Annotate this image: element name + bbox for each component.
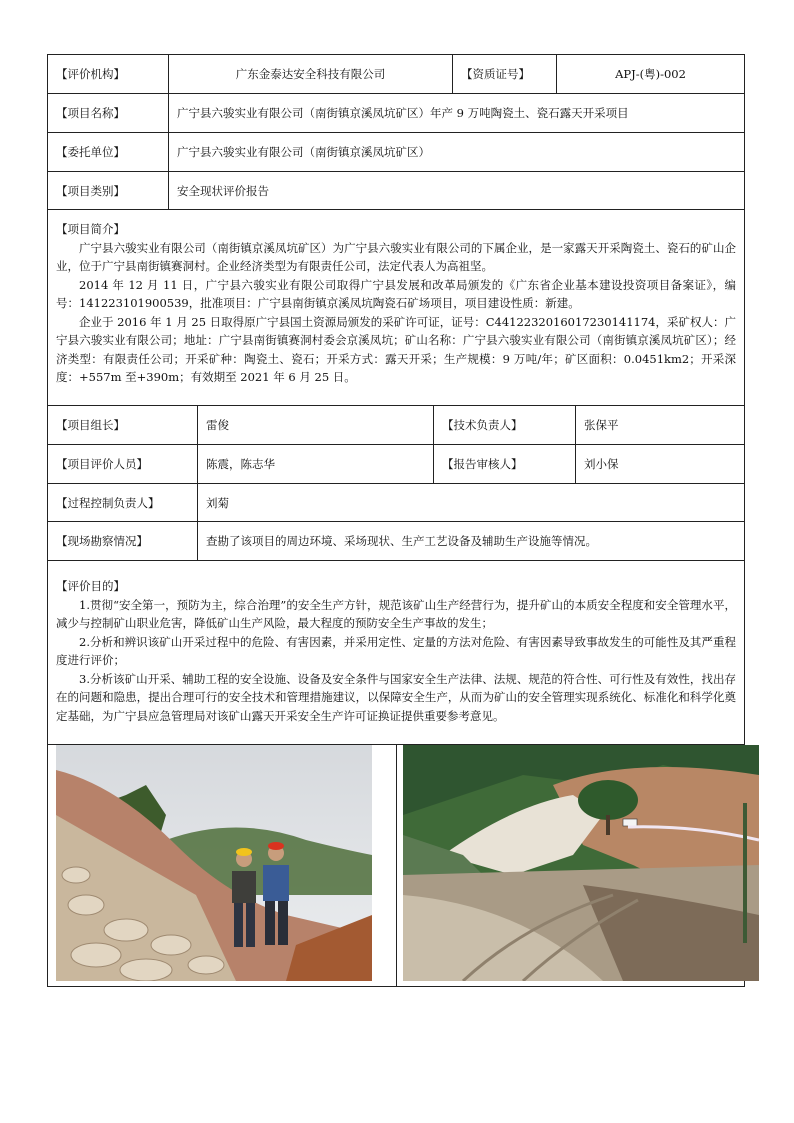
- site-value: 查勘了该项目的周边环境、采场现状、生产工艺设备及辅助生产设施等情况。: [206, 534, 597, 548]
- site-photos: [48, 745, 744, 986]
- site-photo-workers: [48, 745, 397, 986]
- client-value: 广宁县六骏实业有限公司（南街镇京溪凤坑矿区）: [177, 145, 430, 159]
- staff-label: 【项目评价人员】: [48, 445, 198, 483]
- review-label: 【报告审核人】: [434, 445, 576, 483]
- photo-workers-image: [56, 745, 372, 981]
- process-value: 刘菊: [206, 495, 229, 510]
- row-staff: [48, 445, 744, 484]
- row-leader: [48, 406, 744, 445]
- tech-value: 张保平: [584, 418, 619, 432]
- row-site: [48, 522, 744, 561]
- project-name-value: 广宁县六骏实业有限公司（南街镇京溪凤坑矿区）年产 9 万吨陶瓷土、瓷石露天开采项目: [177, 106, 629, 120]
- process-label: 【过程控制负责人】: [48, 484, 198, 521]
- leader-label: 【项目组长】: [48, 406, 198, 444]
- intro-paragraph-2: 2014 年 12 月 11 日，广宁县六骏实业有限公司取得广宁县发展和改革局颁发的《广东省企业基本建设投资项目备案证》，编号：141223101900539，批准项目：广宁县南街镇京溪凤坑陶瓷石矿场项目，项目建设性质：新建。: [56, 277, 736, 310]
- site-label: 【现场勘察情况】: [48, 522, 198, 560]
- purpose-paragraph-3: 3.分析该矿山开采、辅助工程的安全设施、设备及安全条件与国家安全生产法律、法规、规范的符合性、可行性及有效性，找出存在的问题和隐患，提出合理可行的安全技术和管理措施建议，以保障安全生产，从而为矿山的安全管理实现系统化、标准化和科学化奠定基础，为广宁县应急管理局对该矿山露天开采安全生产许可证换证提供重要参考意见。: [56, 671, 736, 723]
- purpose-section: [48, 561, 744, 744]
- cert-value: APJ-(粤)-002: [615, 67, 686, 81]
- row-org: [48, 55, 744, 94]
- leader-value: 雷俊: [198, 406, 434, 444]
- row-client: [48, 133, 744, 172]
- category-label: 【项目类别】: [48, 172, 169, 209]
- intro-paragraph-1: 广宁县六骏实业有限公司（南街镇京溪凤坑矿区）为广宁县六骏实业有限公司的下属企业，是一家露天开采陶瓷土、瓷石的矿山企业，位于广宁县南街镇赛洞村。企业经济类型为有限责任公司，法定代表人为高祖坚。: [56, 240, 736, 273]
- row-category: [48, 172, 744, 210]
- category-value: 安全现状评价报告: [177, 183, 269, 198]
- photo-pit-road-image: [403, 745, 759, 981]
- purpose-heading: 【评价目的】: [56, 579, 125, 593]
- cert-label: 【资质证号】: [453, 55, 557, 93]
- row-purpose: [48, 561, 744, 745]
- site-photo-pit-road: [397, 745, 745, 986]
- intro-section: [48, 210, 744, 405]
- intro-paragraph-3: 企业于 2016 年 1 月 25 日取得原广宁县国土资源局颁发的采矿许可证，证号：C4412232016017230141174，采矿权人：广宁县六骏实业有限公司；地址：广宁县南街镇赛洞村委会京溪凤坑；矿山名称：广宁县六骏实业有限公司（南街镇京溪凤坑矿区）；经济类型：有限责任公司；开采矿种：陶瓷土、瓷石；开采方式：露天开采；生产规模：9 万吨/年；矿区面积：0.0451km2；开采深度：+557m 至+390m；有效期至 2021 年 6 月 25 日。: [56, 314, 736, 384]
- tech-label: 【技术负责人】: [434, 406, 576, 444]
- org-label: 【评价机构】: [48, 55, 169, 93]
- org-value: 广东金泰达安全科技有限公司: [169, 55, 453, 93]
- purpose-paragraph-2: 2.分析和辨识该矿山开采过程中的危险、有害因素，并采用定性、定量的方法对危险、有害因素导致事故发生的可能性及其严重程度进行评价；: [56, 634, 736, 667]
- row-process: [48, 484, 744, 522]
- staff-value: 陈震，陈志华: [198, 445, 434, 483]
- report-info-table: [47, 54, 745, 987]
- purpose-paragraph-1: 1.贯彻“安全第一，预防为主，综合治理”的安全生产方针，规范该矿山生产经营行为，提升矿山的本质安全程度和安全管理水平，减少与控制矿山职业危害，降低矿山生产风险，最大程度的预防安全生产事故的发生；: [56, 597, 736, 630]
- row-intro: [48, 210, 744, 406]
- project-name-label: 【项目名称】: [48, 94, 169, 132]
- review-value: 刘小保: [584, 457, 619, 471]
- client-label: 【委托单位】: [48, 133, 169, 171]
- intro-heading: 【项目简介】: [56, 222, 125, 236]
- row-project-name: [48, 94, 744, 133]
